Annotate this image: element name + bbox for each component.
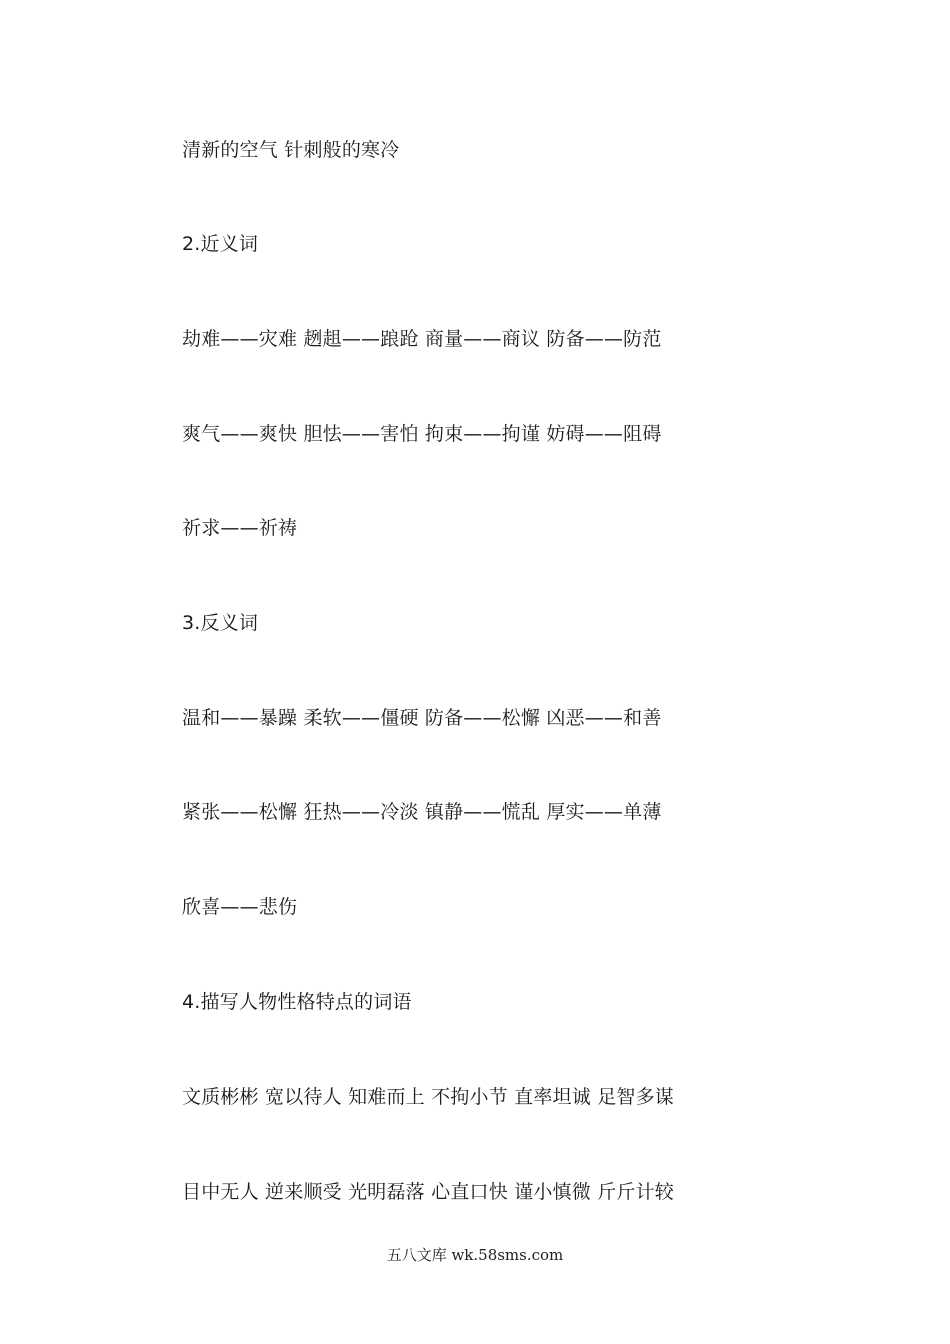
antonym-line-3: 欣喜——悲伤 (182, 896, 298, 918)
synonym-line-2: 爽气——爽快 胆怯——害怕 拘束——拘谨 妨碍——阻碍 (182, 423, 662, 445)
section-heading-synonyms: 2.近义词 (182, 233, 259, 255)
antonym-line-1: 温和——暴躁 柔软——僵硬 防备——松懈 凶恶——和善 (182, 707, 662, 729)
section-heading-character-words: 4.描写人物性格特点的词语 (182, 991, 412, 1013)
synonym-line-3: 祈求——祈祷 (182, 517, 298, 539)
antonym-line-2: 紧张——松懈 狂热——冷淡 镇静——慌乱 厚实——单薄 (182, 801, 662, 823)
synonym-line-1: 劫难——灾难 趔趄——踉跄 商量——商议 防备——防范 (182, 328, 662, 350)
section-heading-antonyms: 3.反义词 (182, 612, 259, 634)
phrase-line-1: 清新的空气 针刺般的寒冷 (182, 139, 400, 161)
character-words-line-2: 目中无人 逆来顺受 光明磊落 心直口快 谨小慎微 斤斤计较 (182, 1181, 674, 1203)
character-words-line-1: 文质彬彬 宽以待人 知难而上 不拘小节 直率坦诚 足智多谋 (182, 1086, 674, 1108)
footer-watermark: 五八文库 wk.58sms.com (386, 1246, 564, 1264)
